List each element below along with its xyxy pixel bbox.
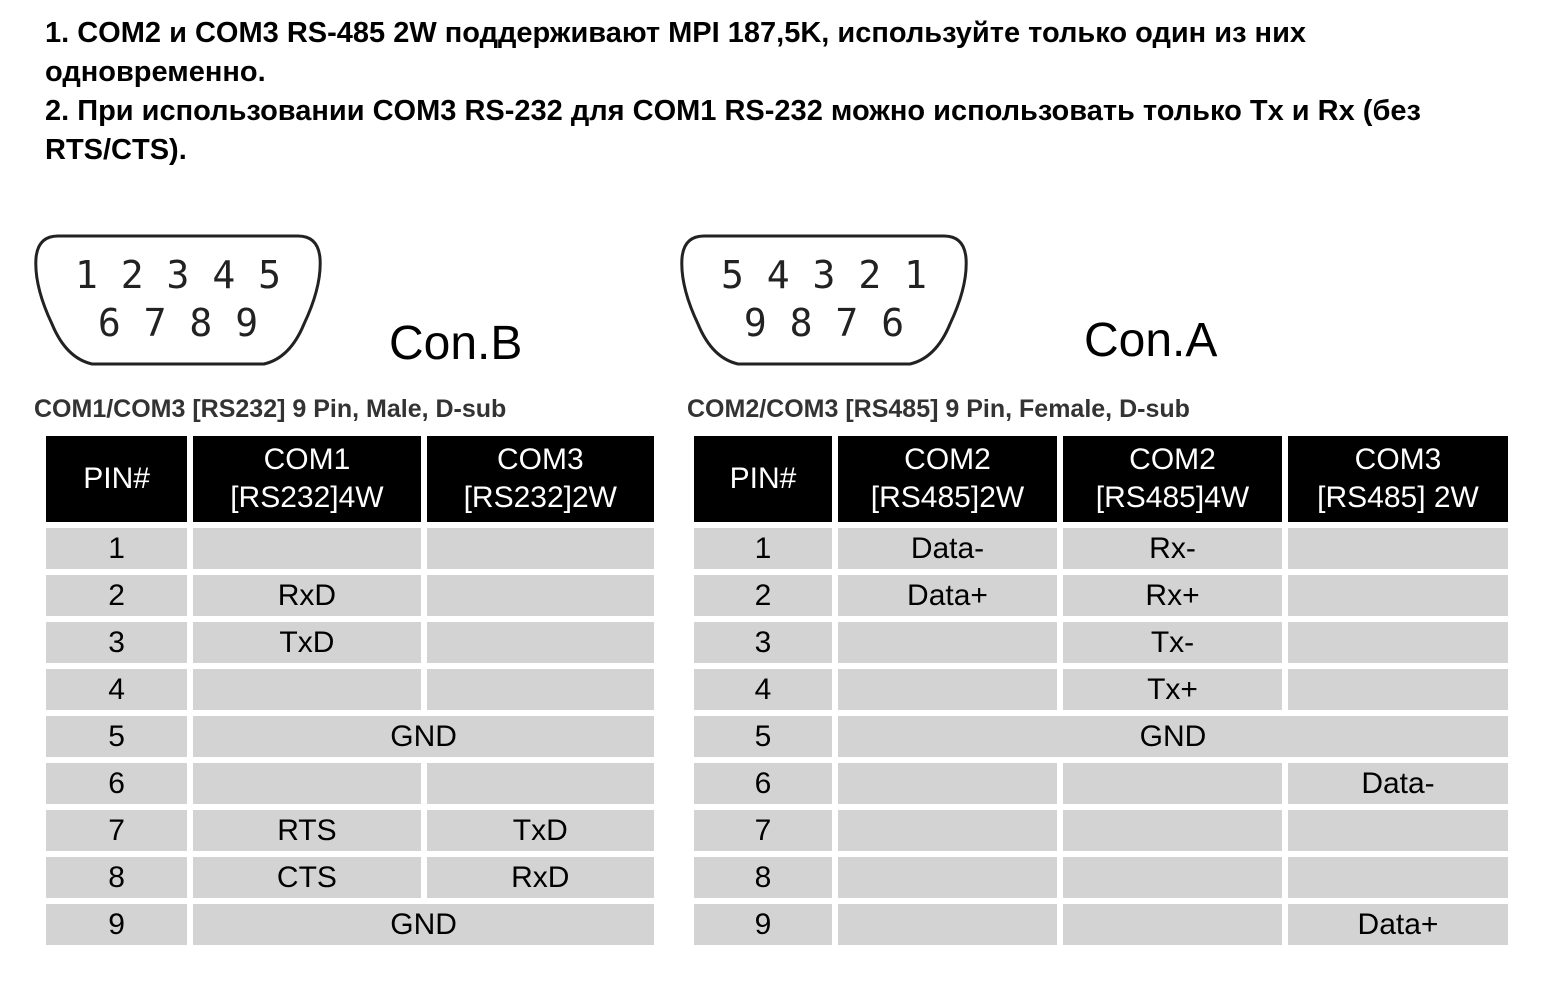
pin-number: 2 [694, 575, 832, 616]
table-row [46, 622, 654, 663]
note-2: 2. При использовании COM3 RS-232 для COM1 RS-232 можно использовать только Tx и Rx (без RTS/CTS). [45, 95, 1421, 166]
com2-4w-cell [1063, 857, 1282, 898]
com1-cell [193, 669, 420, 710]
table-a-header-com2-4w: COM2 [RS485]4W [1063, 436, 1282, 522]
connector-b-pins-top: 1 2 3 4 5 [75, 253, 281, 297]
com2-2w-cell [838, 857, 1057, 898]
pin-number: 8 [694, 857, 832, 898]
pin-number: 7 [694, 810, 832, 851]
com3-2w-cell [1288, 528, 1508, 569]
com3-cell: TxD [427, 810, 654, 851]
com3-cell [427, 528, 654, 569]
pin-number: 8 [46, 857, 187, 898]
connector-a-label: Con.A [1084, 314, 1218, 367]
table-a-header-pin: PIN# [694, 436, 832, 522]
table-row [694, 763, 1508, 804]
table-row [46, 575, 654, 616]
gnd-merged-cell: GND [838, 716, 1508, 757]
com3-2w-cell [1288, 669, 1508, 710]
table-row [46, 716, 654, 757]
com3-2w-cell: Data+ [1288, 904, 1508, 945]
com2-4w-cell: Tx- [1063, 622, 1282, 663]
com2-2w-cell [838, 904, 1057, 945]
com1-cell [193, 763, 420, 804]
com1-cell: CTS [193, 857, 420, 898]
pin-number: 3 [694, 622, 832, 663]
table-b-header-com3: COM3 [RS232]2W [427, 436, 654, 522]
table-row [46, 528, 654, 569]
pin-number: 9 [46, 904, 187, 945]
pin-number: 9 [694, 904, 832, 945]
pinout-table-a [688, 430, 1514, 951]
pinout-table-b [40, 430, 660, 951]
table-row [694, 669, 1508, 710]
connector-b-icon [32, 228, 324, 370]
table-row [46, 669, 654, 710]
table-row [46, 763, 654, 804]
connector-a-pins-bottom: 9 8 7 6 [743, 301, 905, 345]
com2-2w-cell: Data- [838, 528, 1057, 569]
table-b-header-com1: COM1 [RS232]4W [193, 436, 420, 522]
pin-number: 1 [46, 528, 187, 569]
com3-cell [427, 669, 654, 710]
com3-2w-cell [1288, 575, 1508, 616]
table-b-header-row [46, 436, 654, 522]
com2-4w-cell: Rx+ [1063, 575, 1282, 616]
com3-cell [427, 575, 654, 616]
com1-cell: TxD [193, 622, 420, 663]
note-1: 1. COM2 и COM3 RS-485 2W поддерживают MPI 187,5K, используйте только один из них одновременно. [45, 17, 1307, 88]
connector-b-pins-bottom: 6 7 8 9 [97, 301, 259, 345]
table-a-header-row [694, 436, 1508, 522]
table-row [694, 528, 1508, 569]
com2-2w-cell [838, 669, 1057, 710]
com2-4w-cell [1063, 904, 1282, 945]
com3-2w-cell [1288, 810, 1508, 851]
com3-2w-cell [1288, 857, 1508, 898]
com2-2w-cell [838, 763, 1057, 804]
pin-number: 3 [46, 622, 187, 663]
pin-number: 2 [46, 575, 187, 616]
com1-cell [193, 528, 420, 569]
table-b-header-pin: PIN# [46, 436, 187, 522]
com1-cell: RxD [193, 575, 420, 616]
com3-cell [427, 622, 654, 663]
com2-4w-cell: Tx+ [1063, 669, 1282, 710]
table-row [694, 904, 1508, 945]
pin-number: 6 [46, 763, 187, 804]
pin-number: 6 [694, 763, 832, 804]
table-row [46, 857, 654, 898]
table-row [46, 810, 654, 851]
pin-number: 5 [46, 716, 187, 757]
com2-2w-cell [838, 622, 1057, 663]
com2-4w-cell [1063, 810, 1282, 851]
connector-b-label: Con.B [389, 317, 523, 370]
table-a-header-com2-2w: COM2 [RS485]2W [838, 436, 1057, 522]
pin-number: 5 [694, 716, 832, 757]
table-row [694, 857, 1508, 898]
table-a-header-com3-2w: COM3 [RS485] 2W [1288, 436, 1508, 522]
table-row [694, 716, 1508, 757]
table-row [46, 904, 654, 945]
com1-cell: RTS [193, 810, 420, 851]
com2-4w-cell: Rx- [1063, 528, 1282, 569]
com3-2w-cell [1288, 622, 1508, 663]
pin-number: 1 [694, 528, 832, 569]
com3-cell [427, 763, 654, 804]
pin-number: 4 [46, 669, 187, 710]
com3-2w-cell: Data- [1288, 763, 1508, 804]
pin-number: 7 [46, 810, 187, 851]
table-row [694, 575, 1508, 616]
gnd-merged-cell: GND [193, 716, 654, 757]
com2-2w-cell [838, 810, 1057, 851]
connector-a-caption: COM2/COM3 [RS485] 9 Pin, Female, D-sub [687, 395, 1190, 423]
com2-2w-cell: Data+ [838, 575, 1057, 616]
connector-b-caption: COM1/COM3 [RS232] 9 Pin, Male, D-sub [34, 395, 507, 423]
connector-a-icon [678, 228, 970, 370]
gnd-merged-cell: GND [193, 904, 654, 945]
table-row [694, 810, 1508, 851]
table-row [694, 622, 1508, 663]
com3-cell: RxD [427, 857, 654, 898]
connector-a-pins-top: 5 4 3 2 1 [721, 253, 927, 297]
com2-4w-cell [1063, 763, 1282, 804]
pin-number: 4 [694, 669, 832, 710]
notes-block [45, 14, 1525, 170]
